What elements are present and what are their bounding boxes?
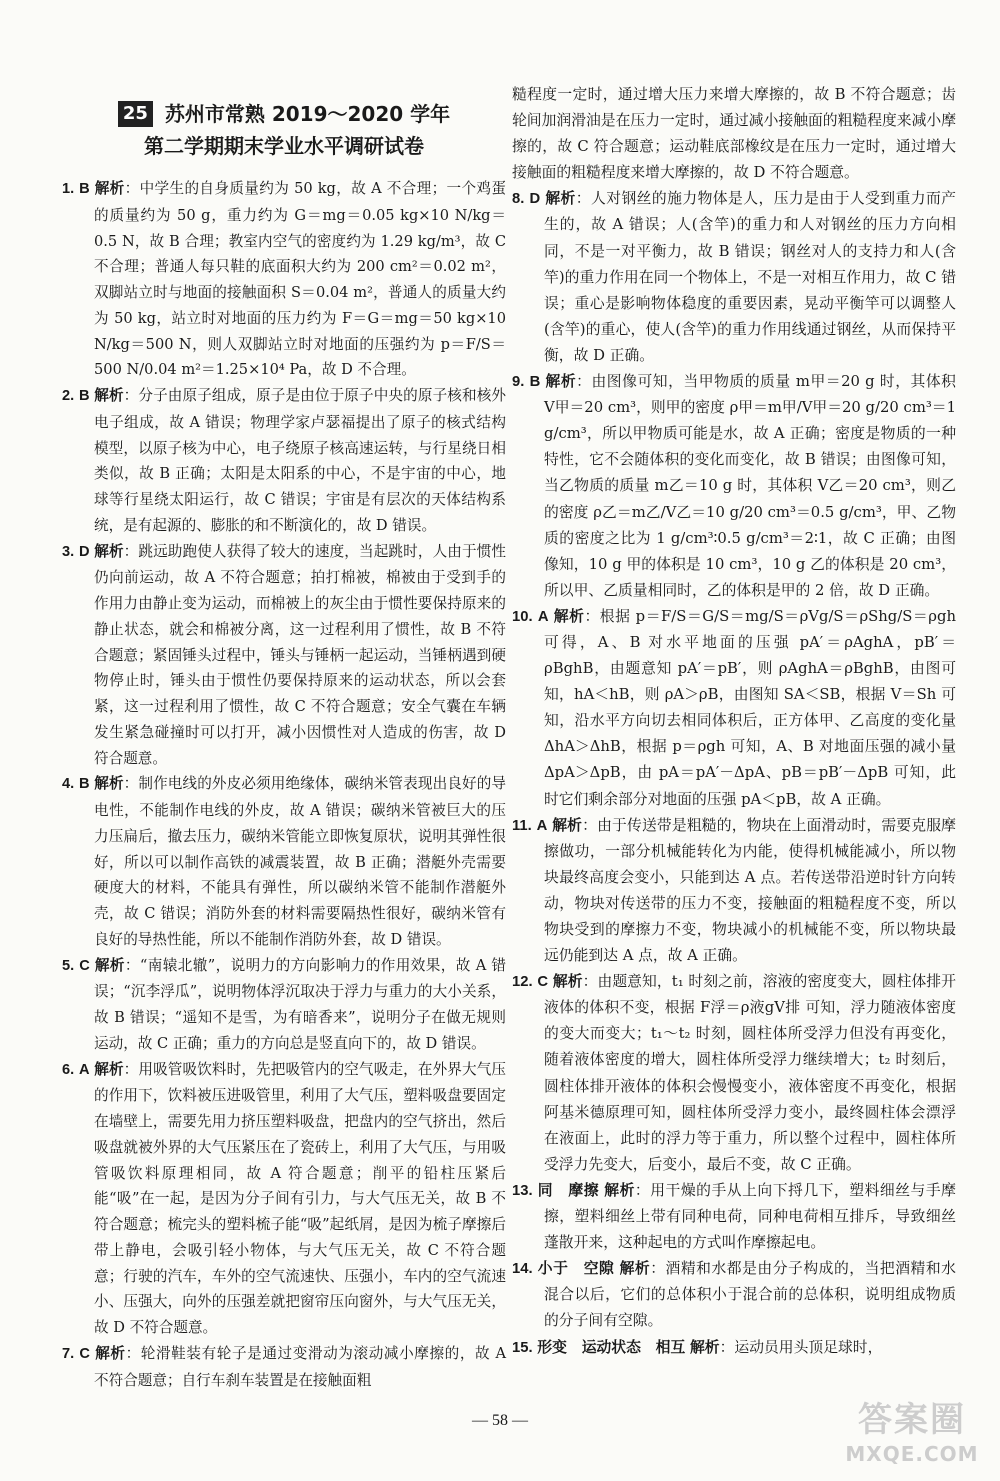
answer-number: 14. bbox=[512, 1261, 533, 1278]
answer-number: 3. bbox=[62, 543, 75, 560]
analysis-label: 解析 bbox=[95, 1344, 126, 1362]
answer-item bbox=[62, 1341, 506, 1394]
analysis-text: ：酒精和水都是由分子构成的，当把酒精和水混合以后，它们的总体积小于混合前的总体积，说明组成物质的分子间有空隙。 bbox=[544, 1260, 956, 1330]
answer-number: 4. bbox=[62, 776, 75, 793]
answer-choice: B bbox=[529, 374, 541, 391]
answer-item bbox=[512, 604, 956, 813]
answer-choice: 形变 运动状态 相互 bbox=[537, 1339, 686, 1356]
analysis-label: 解析 bbox=[552, 973, 583, 991]
analysis-text: ：人对钢丝的施力物体是人，压力是由于人受到重力而产生的，故 A 错误；人(含竿)的重力和人对钢丝的压力方向相同，不是一对平衡力，故 B 错误；钢丝对人的支持力和人(含竿)的重力作用在同一个物体上，不是一对相互作用力，故 C 错误；重心是影响物体稳度的重要因素，晃动平衡竿可以调整人(含竿)的重心，使人(含竿)的重力作用线通过钢丝，从而保持平衡，故 D 正确。 bbox=[544, 190, 956, 364]
analysis-label: 解析 bbox=[94, 180, 125, 197]
answer-number: 12. bbox=[512, 974, 533, 991]
answer-choice: C bbox=[79, 1345, 90, 1362]
watermark-text: 答案圈 bbox=[858, 1400, 966, 1440]
answer-item bbox=[62, 383, 506, 539]
analysis-label: 解析 bbox=[94, 775, 124, 793]
left-answer-list bbox=[62, 176, 506, 1393]
answer-number: 6. bbox=[62, 1061, 75, 1078]
title-line-1 bbox=[62, 98, 506, 130]
analysis-text: ：根据 p＝F/S＝G/S＝mg/S＝ρVg/S＝ρShg/S＝ρgh 可得，A、B 对水平地面的压强 pA′＝ρAghA，pB′＝ρBghB，由题意知 pA′＝pB′，则 ρAghA＝ρBghB，由图可知，hA＜hB，则 ρA＞ρB，由图知 SA＜SB，根据 V＝Sh 可知，沿水平方向切去相同体积后，正方体甲、乙高度的变化量 ΔhA＞ΔhB，根据 p＝ρgh 可知，A、B 对地面压强的减小量 ΔpA＞ΔpB，由 pA＝pA′－ΔpA、pB＝pB′－ΔpB 可知，此时它们剩余部分对地面的压强 pA＜pB，故 A 正确。 bbox=[544, 607, 956, 808]
right-column bbox=[512, 82, 956, 1361]
analysis-label: 解析 bbox=[604, 1181, 635, 1199]
paper-number-badge: 25 bbox=[118, 101, 153, 127]
analysis-label: 解析 bbox=[619, 1260, 651, 1278]
analysis-label: 解析 bbox=[94, 387, 124, 404]
answer-number: 5. bbox=[62, 957, 75, 974]
analysis-label: 解析 bbox=[553, 607, 585, 625]
answer-choice: B bbox=[78, 388, 90, 404]
analysis-text: ：跳远助跑使人获得了较大的速度，当起跳时，人由于惯性仍向前运动，故 A 不符合题意；拍打棉被，棉被由于受到手的作用力由静止变为运动，而棉被上的灰尘由于惯性要保持原来的静止状态，就会和棉被分离，这一过程利用了惯性，故 B 不符合题意；紧固锤头过程中，锤头与锤柄一起运动，当锤柄遇到硬物停止时，锤头由于惯性仍要保持原来的运动状态，所以会套紧，这一过程利用了惯性，故 C 不符合题意；安全气囊在车辆发生紧急碰撞时可以打开，减小因惯性对人造成的伤害，故 D 符合题意。 bbox=[94, 542, 506, 767]
answer-item bbox=[62, 953, 506, 1057]
answer-choice: C bbox=[79, 957, 90, 974]
answer-number: 11. bbox=[512, 817, 532, 834]
title-line-2: 第二学期期末学业水平调研试卷 bbox=[144, 134, 424, 158]
answer-item bbox=[512, 186, 956, 369]
answer-number: 15. bbox=[512, 1339, 533, 1356]
watermark-url: MXQE.COM bbox=[845, 1442, 979, 1466]
answer-choice: C bbox=[537, 974, 549, 991]
answer-choice: 小于 空隙 bbox=[537, 1261, 615, 1278]
answer-choice: A bbox=[78, 1061, 90, 1078]
answer-number: 8. bbox=[512, 191, 525, 208]
answer-item bbox=[512, 969, 956, 1178]
answer-number: 10. bbox=[512, 608, 533, 625]
answer-item bbox=[512, 82, 956, 186]
analysis-text: ：用吸管吸饮料时，先把吸管内的空气吸走，在外界大气压的作用下，饮料被压进吸管里，利用了大气压，塑料吸盘要固定在墙壁上，需要先用力挤压塑料吸盘，把盘内的空气挤出，然后吸盘就被外界的大气压紧压在了瓷砖上，利用了大气压，与用吸管吸饮料原理相同，故 A 符合题意；削平的铅柱压紧后能“吸”在一起，是因为分子间有引力，与大气压无关，故 B 不符合题意；梳完头的塑料梳子能“吸”起纸屑，是因为梳子摩擦后带上静电，会吸引轻小物体，与大气压无关，故 C 不符合题意；行驶的汽车，车外的空气流速快、压强小，车内的空气流速小、压强大，向外的压强差就把窗帘压向窗外，与大气压无关，故 D 不符合题意。 bbox=[94, 1060, 506, 1336]
answer-item bbox=[512, 1256, 956, 1334]
right-answer-list bbox=[512, 82, 956, 1361]
answer-choice: B bbox=[79, 181, 90, 197]
analysis-label: 解析 bbox=[552, 816, 583, 834]
analysis-label: 解析 bbox=[94, 1060, 124, 1078]
answer-number: 13. bbox=[512, 1182, 533, 1199]
answer-item bbox=[512, 813, 956, 970]
left-column bbox=[62, 78, 506, 1393]
answer-item bbox=[512, 369, 956, 604]
answer-item bbox=[62, 1057, 506, 1341]
answer-item bbox=[512, 1335, 956, 1361]
analysis-text: ：制作电线的外皮必须用绝缘体，碳纳米管表现出良好的导电性，不能制作电线的外皮，故 A 错误；碳纳米管被巨大的压力压扁后，撤去压力，碳纳米管能立即恢复原状，说明其弹性很好，所以可以制作高铁的减震装置，故 B 正确；潜艇外壳需要硬度大的材料，不能具有弹性，所以碳纳米管不能制作潜艇外壳，故 C 错误；消防外套的材料需要隔热性很好，碳纳米管有良好的导热性能，所以不能制作消防外套，故 D 错误。 bbox=[94, 775, 506, 948]
answer-choice: D bbox=[78, 543, 90, 560]
analysis-text: ：由图像可知，当甲物质的质量 m甲＝20 g 时，其体积 V甲＝20 cm³，则甲的密度 ρ甲＝m甲/V甲＝20 g/20 cm³＝1 g/cm³，所以甲物质可能是水，故 A 正确；密度是物质的一种特性，它不会随体积的变化而变化，故 B 错误；由图像可知，当乙物质的质量 m乙＝10 g 时，其体积 V乙＝20 cm³，则乙的密度 ρ乙＝m乙/V乙＝10 g/20 cm³＝0.5 g/cm³，甲、乙物质的密度之比为 1 g/cm³∶0.5 g/cm³＝2∶1，故 C 正确；由图像知，10 g 甲的体积是 10 cm³，10 g 乙的体积是 20 cm³，所以甲、乙质量相同时，乙的体积是甲的 2 倍，故 D 正确。 bbox=[544, 373, 956, 599]
analysis-text: 糙程度一定时，通过增大压力来增大摩擦的，故 B 不符合题意；齿轮间加润滑油是在压力一定时，通过减小接触面的粗糙程度来减小摩擦的，故 C 符合题意；运动鞋底部橡纹是在压力一定时，通过增大接触面的粗糙程度来增大摩擦的，故 D 不符合题意。 bbox=[512, 86, 956, 182]
analysis-label: 解析 bbox=[545, 373, 577, 391]
answer-number: 1. bbox=[62, 181, 75, 197]
analysis-text: ：中学生的自身质量约为 50 kg，故 A 不合理；一个鸡蛋的质量约为 50 g，重力约为 G＝mg＝0.05 kg×10 N/kg＝0.5 N，故 B 合理；教室内空气的密度约为 1.29 kg/m³，故 C 不合理；普通人每只鞋的底面积大约为 200 cm²＝0.02 m²，双脚站立时与地面的接触面积 S＝0.04 m²，普通人的质量大约为 50 kg，站立时对地面的压力约为 F＝G＝mg＝50 kg×10 N/kg＝500 N，则人双脚站立时对地面的压强约为 p＝F/S＝500 N/0.04 m²＝1.25×10⁴ Pa，故 D 不合理。 bbox=[94, 180, 506, 379]
answer-choice: B bbox=[78, 776, 90, 793]
answer-item bbox=[62, 539, 506, 772]
analysis-label: 解析 bbox=[690, 1338, 720, 1356]
analysis-text: ：运动员用头顶足球时， bbox=[719, 1338, 883, 1356]
analysis-text: ：用干燥的手从上向下捋几下，塑料细丝与手摩擦，塑料细丝上带有同种电荷，同种电荷相互排斥，导致细丝蓬散开来，这种起电的方式叫作摩擦起电。 bbox=[544, 1181, 956, 1252]
answer-number: 2. bbox=[62, 388, 75, 404]
answer-item bbox=[62, 176, 506, 383]
answer-choice: D bbox=[529, 191, 541, 208]
answer-item bbox=[62, 771, 506, 952]
analysis-text: ：由于传送带是粗糙的，物块在上面滑动时，需要克服摩擦做功，一部分机械能转化为内能，使得机械能减小，所以物块最终高度会变小，只能到达 A 点。若传送带沿逆时针方向转动，物块对传送带的压力不变，接触面的粗糙程度不变，所以物块受到的摩擦力不变，物块减小的机械能不变，所以物块最远仍能到达 A 点，故 A 正确。 bbox=[544, 816, 956, 965]
answer-choice: A bbox=[536, 817, 548, 834]
answer-number: 7. bbox=[62, 1345, 75, 1362]
answer-choice: 同 摩擦 bbox=[537, 1182, 600, 1199]
site-watermark-logo bbox=[832, 1398, 992, 1476]
analysis-text: ：轮滑鞋装有轮子是通过变滑动为滚动减小摩擦的，故 A 不符合题意；自行车刹车装置是在接触面粗 bbox=[94, 1344, 507, 1389]
analysis-label: 解析 bbox=[94, 956, 125, 974]
analysis-text: ：由题意知，t₁ 时刻之前，溶液的密度变大，圆柱体排开液体的体积不变，根据 F浮＝ρ液gV排 可知，浮力随液体密度的变大而变大；t₁～t₂ 时刻，圆柱体所受浮力但没有再变化，随着液体密度的增大，圆柱体所受浮力继续增大；t₂ 时刻后，圆柱体排开液体的体积会慢慢变小，液体密度不再变化，根据阿基米德原理可知，圆柱体所受浮力变小，最终圆柱体会漂浮在液面上，此时的浮力等于重力，所以整个过程中，圆柱体所受浮力先变大，后变小，最后不变，故 C 正确。 bbox=[544, 973, 956, 1173]
analysis-label: 解析 bbox=[94, 542, 124, 560]
answer-number: 9. bbox=[512, 374, 525, 391]
analysis-text: ：分子由原子组成，原子是由位于原子中央的原子核和核外电子组成，故 A 错误；物理学家卢瑟福提出了原子的核式结构模型，以原子核为中心，电子绕原子核高速运转，与行星绕日相类似，故 B 正确；太阳是太阳系的中心，不是宇宙的中心，地球等行星绕太阳运行，故 C 错误；宇宙是有层次的天体结构系统，是有起源的、膨胀的和不断演化的，故 D 错误。 bbox=[94, 387, 506, 534]
exam-title bbox=[62, 98, 506, 162]
analysis-text: ：“南辕北辙”，说明力的方向影响力的作用效果，故 A 错误；“沉李浮瓜”，说明物体浮沉取决于浮力与重力的大小关系，故 B 错误；“遥知不是雪，为有暗香来”，说明分子在做无规则运动，故 C 正确；重力的方向总是竖直向下的，故 D 错误。 bbox=[94, 956, 506, 1052]
answer-item bbox=[512, 1178, 956, 1256]
answer-choice: A bbox=[537, 608, 549, 625]
page-number: — 58 — bbox=[472, 1412, 528, 1429]
title-text-1: 苏州市常熟 2019～2020 学年 bbox=[164, 102, 451, 126]
analysis-label: 解析 bbox=[545, 190, 576, 208]
